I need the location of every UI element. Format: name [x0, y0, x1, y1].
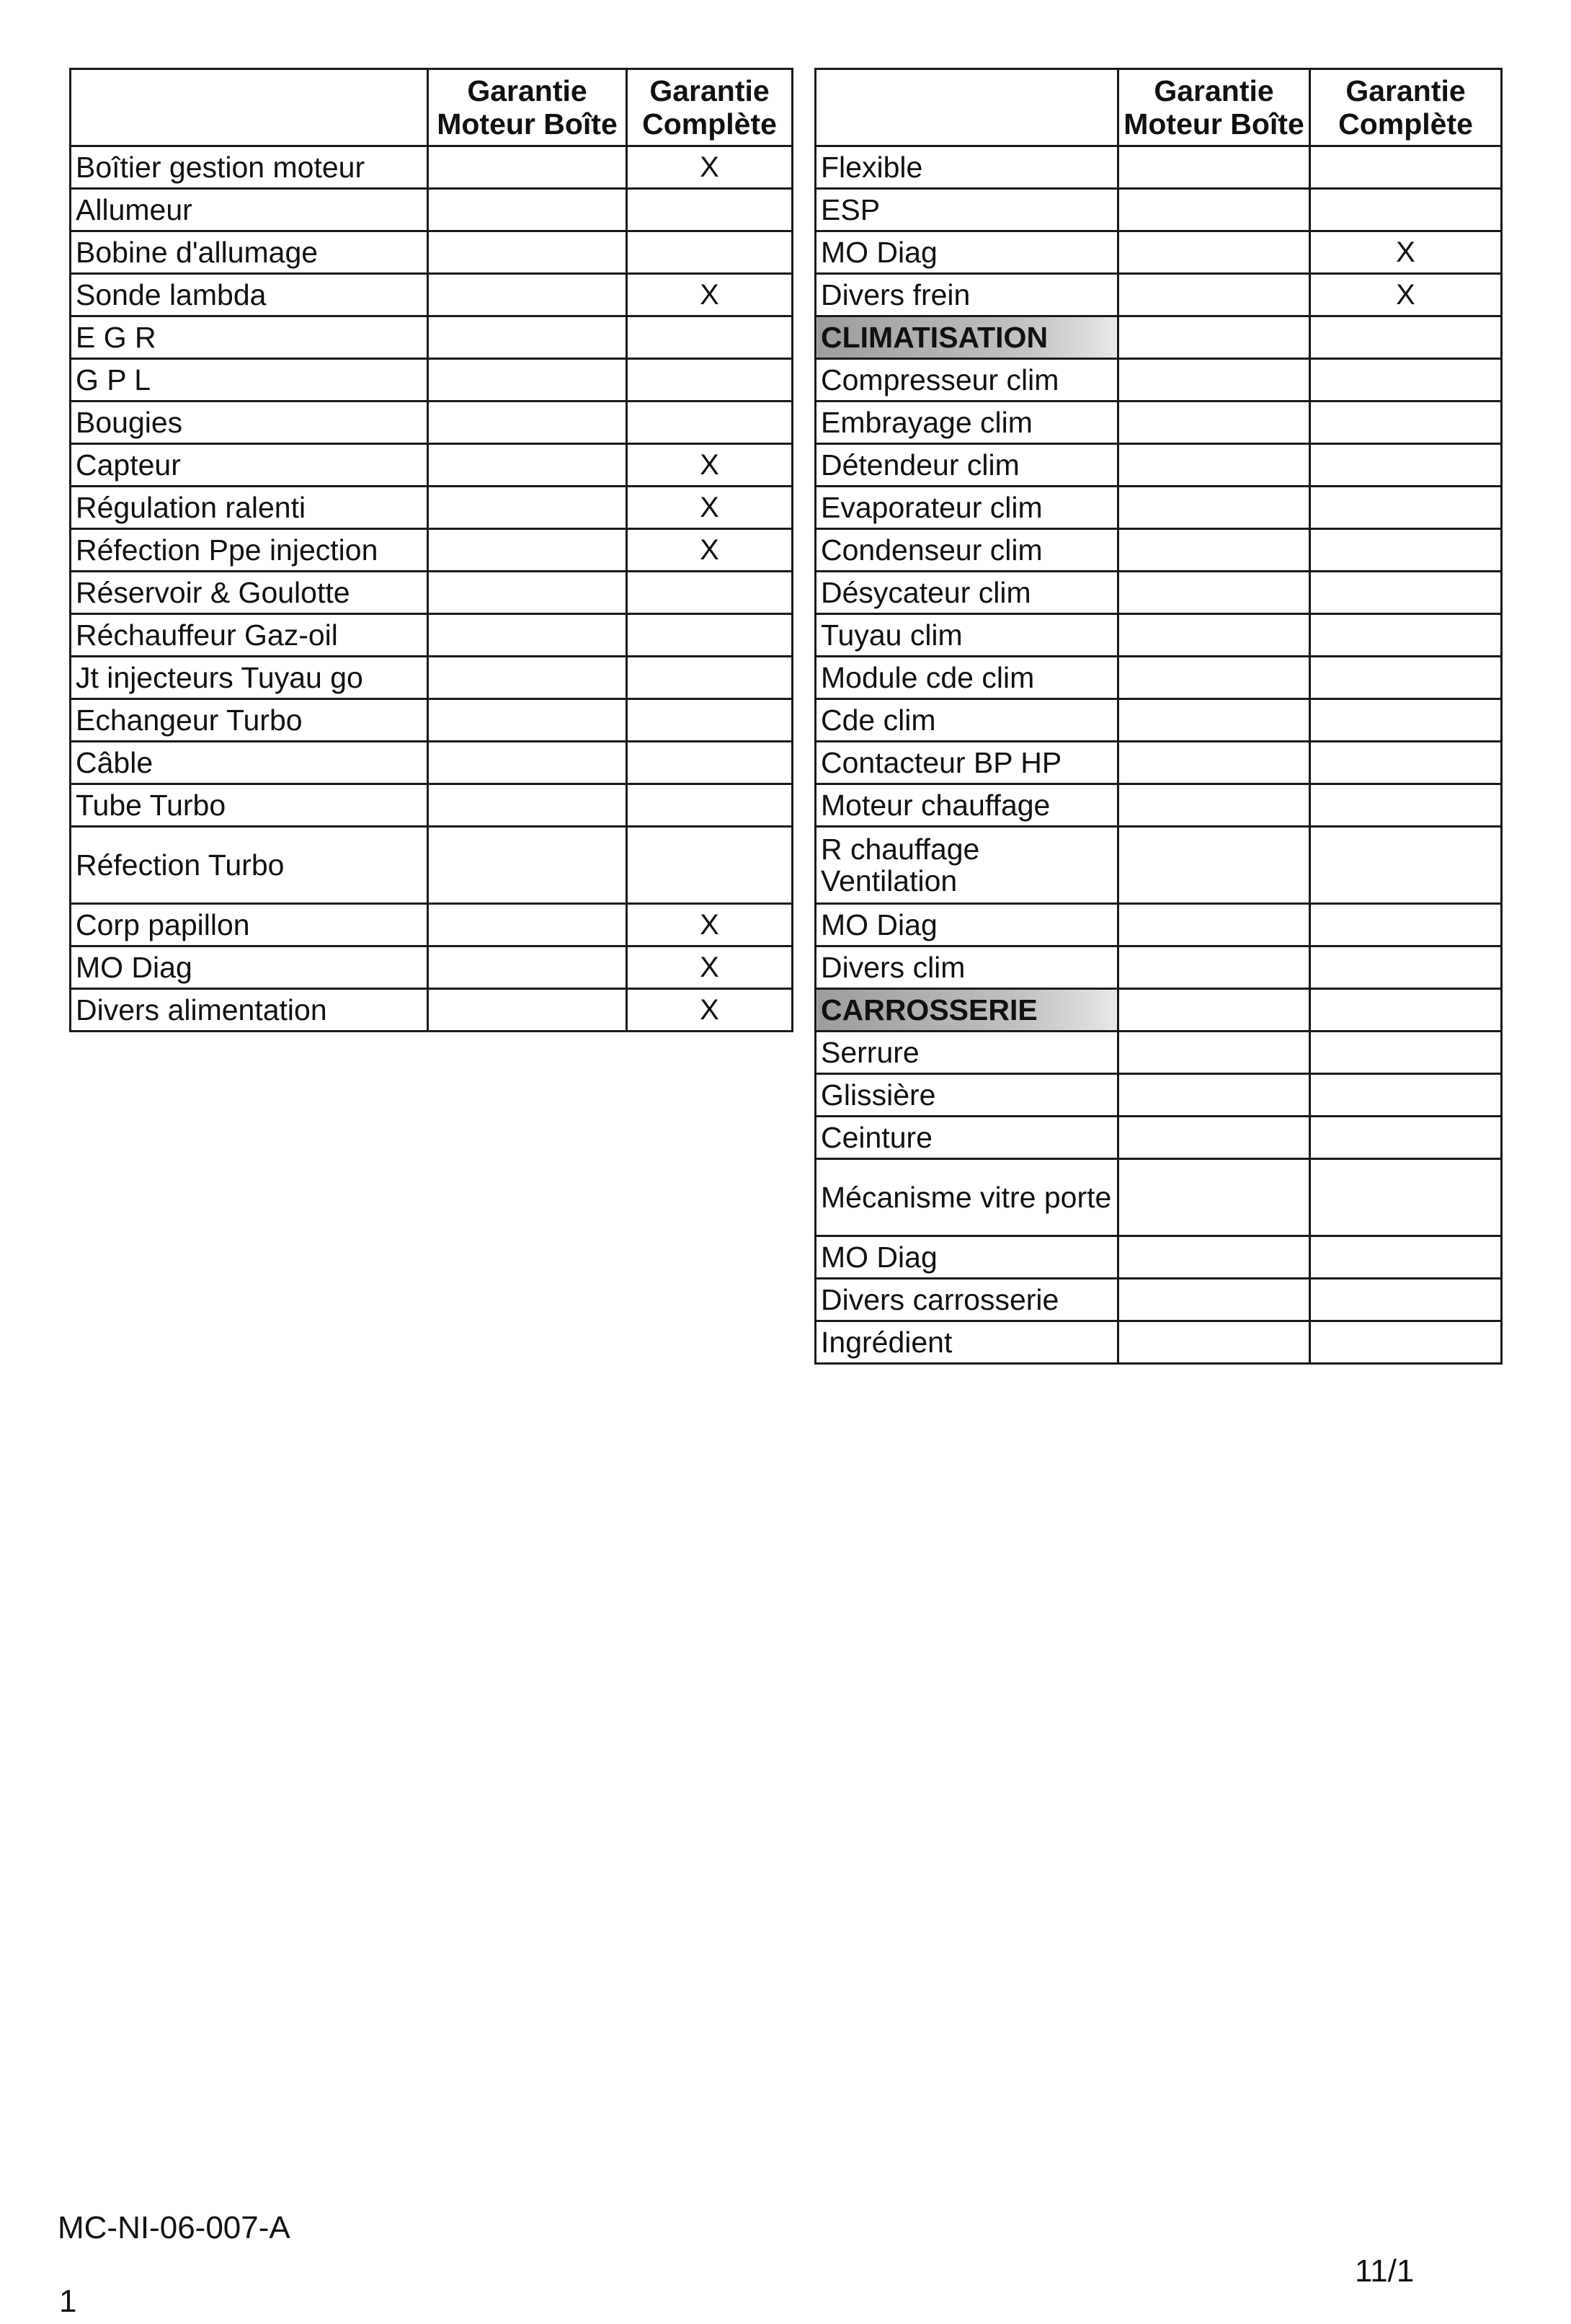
complete-cell: X — [1310, 274, 1502, 316]
footer-number: 1 — [59, 2284, 77, 2319]
row-label: Condenseur clim — [816, 529, 1118, 572]
right-header-blank — [816, 69, 1118, 146]
complete-cell — [1310, 989, 1502, 1032]
moteur-boite-cell — [1118, 699, 1310, 742]
complete-cell — [627, 572, 793, 614]
moteur-boite-cell — [428, 657, 627, 699]
table-row — [71, 274, 793, 316]
table-row — [71, 316, 793, 359]
moteur-boite-cell — [428, 444, 627, 487]
complete-cell — [627, 189, 793, 231]
moteur-boite-cell — [428, 529, 627, 572]
row-label: Tube Turbo — [71, 784, 428, 827]
left-header-row — [71, 69, 793, 146]
row-label: Ingrédient — [816, 1321, 1118, 1364]
right-header-complete: Garantie Complète — [1310, 69, 1502, 146]
complete-cell — [1310, 946, 1502, 989]
moteur-boite-cell — [1118, 359, 1310, 402]
table-row — [71, 487, 793, 529]
right-warranty-table — [814, 68, 1503, 1365]
row-label: R chauffage Ventilation — [816, 827, 1118, 904]
complete-cell — [627, 742, 793, 784]
moteur-boite-cell — [428, 359, 627, 402]
complete-cell — [1310, 189, 1502, 231]
complete-cell: X — [1310, 231, 1502, 274]
complete-cell — [627, 827, 793, 904]
table-row — [816, 444, 1502, 487]
row-label: Boîtier gestion moteur — [71, 146, 428, 189]
complete-cell — [627, 657, 793, 699]
complete-cell: X — [627, 274, 793, 316]
complete-cell — [1310, 402, 1502, 444]
complete-cell — [627, 359, 793, 402]
row-label: Tuyau clim — [816, 614, 1118, 657]
complete-cell — [1310, 1074, 1502, 1117]
row-label: Régulation ralenti — [71, 487, 428, 529]
complete-cell — [627, 699, 793, 742]
complete-cell — [627, 402, 793, 444]
complete-cell — [1310, 572, 1502, 614]
moteur-boite-cell — [1118, 904, 1310, 946]
table-row — [71, 827, 793, 904]
table-row — [71, 784, 793, 827]
complete-cell — [1310, 1321, 1502, 1364]
table-row — [71, 614, 793, 657]
moteur-boite-cell — [1118, 572, 1310, 614]
complete-cell — [1310, 444, 1502, 487]
row-label: Divers frein — [816, 274, 1118, 316]
moteur-boite-cell — [428, 231, 627, 274]
table-row — [816, 231, 1502, 274]
right-header-moteur-boite: Garantie Moteur Boîte — [1118, 69, 1310, 146]
row-label: Contacteur BP HP — [816, 742, 1118, 784]
moteur-boite-cell — [428, 572, 627, 614]
complete-cell — [1310, 529, 1502, 572]
moteur-boite-cell — [1118, 444, 1310, 487]
table-row — [816, 572, 1502, 614]
row-label: G P L — [71, 359, 428, 402]
moteur-boite-cell — [1118, 402, 1310, 444]
moteur-boite-cell — [428, 699, 627, 742]
table-row — [816, 189, 1502, 231]
moteur-boite-cell — [1118, 1032, 1310, 1074]
row-label: Bobine d'allumage — [71, 231, 428, 274]
row-label: ESP — [816, 189, 1118, 231]
table-row — [71, 699, 793, 742]
table-row — [816, 274, 1502, 316]
moteur-boite-cell — [1118, 487, 1310, 529]
complete-cell — [1310, 742, 1502, 784]
complete-cell — [1310, 699, 1502, 742]
moteur-boite-cell — [428, 146, 627, 189]
document-code: MC-NI-06-007-A — [58, 2210, 290, 2245]
row-label: MO Diag — [816, 904, 1118, 946]
row-label: Détendeur clim — [816, 444, 1118, 487]
moteur-boite-cell — [1118, 189, 1310, 231]
row-label: Glissière — [816, 1074, 1118, 1117]
moteur-boite-cell — [1118, 231, 1310, 274]
complete-cell — [1310, 827, 1502, 904]
left-header-blank — [71, 69, 428, 146]
row-label: Réfection Ppe injection — [71, 529, 428, 572]
moteur-boite-cell — [1118, 657, 1310, 699]
left-header-moteur-boite: Garantie Moteur Boîte — [428, 69, 627, 146]
complete-cell — [627, 231, 793, 274]
moteur-boite-cell — [428, 784, 627, 827]
table-row — [816, 1032, 1502, 1074]
moteur-boite-cell — [1118, 1117, 1310, 1159]
complete-cell: X — [627, 487, 793, 529]
row-label: Divers clim — [816, 946, 1118, 989]
row-label: Cde clim — [816, 699, 1118, 742]
row-label: MO Diag — [816, 231, 1118, 274]
table-row — [816, 904, 1502, 946]
complete-cell: X — [627, 904, 793, 946]
row-label: MO Diag — [71, 946, 428, 989]
moteur-boite-cell — [1118, 146, 1310, 189]
row-label: Divers carrosserie — [816, 1279, 1118, 1321]
moteur-boite-cell — [428, 487, 627, 529]
row-label: Allumeur — [71, 189, 428, 231]
moteur-boite-cell — [428, 614, 627, 657]
table-row — [71, 402, 793, 444]
table-row — [816, 487, 1502, 529]
table-row — [816, 742, 1502, 784]
moteur-boite-cell — [428, 904, 627, 946]
table-row — [816, 1279, 1502, 1321]
table-row — [71, 904, 793, 946]
table-row — [71, 657, 793, 699]
row-label: Réfection Turbo — [71, 827, 428, 904]
complete-cell — [1310, 487, 1502, 529]
row-label: Moteur chauffage — [816, 784, 1118, 827]
row-label: Jt injecteurs Tuyau go — [71, 657, 428, 699]
moteur-boite-cell — [428, 189, 627, 231]
moteur-boite-cell — [428, 827, 627, 904]
table-row — [71, 529, 793, 572]
moteur-boite-cell — [1118, 784, 1310, 827]
row-label: Embrayage clim — [816, 402, 1118, 444]
complete-cell — [627, 316, 793, 359]
moteur-boite-cell — [428, 274, 627, 316]
table-row — [816, 402, 1502, 444]
row-label: Evaporateur clim — [816, 487, 1118, 529]
section-heading-climatisation: CLIMATISATION — [816, 316, 1118, 359]
table-row — [71, 444, 793, 487]
moteur-boite-cell — [1118, 989, 1310, 1032]
section-row — [816, 989, 1502, 1032]
table-row — [816, 614, 1502, 657]
complete-cell: X — [627, 946, 793, 989]
moteur-boite-cell — [1118, 827, 1310, 904]
row-label: Module cde clim — [816, 657, 1118, 699]
table-row — [816, 1159, 1502, 1236]
moteur-boite-cell — [428, 402, 627, 444]
complete-cell — [1310, 1117, 1502, 1159]
complete-cell — [1310, 1159, 1502, 1236]
complete-cell — [1310, 359, 1502, 402]
table-row — [816, 1117, 1502, 1159]
moteur-boite-cell — [1118, 1159, 1310, 1236]
complete-cell: X — [627, 529, 793, 572]
row-label: Réservoir & Goulotte — [71, 572, 428, 614]
section-heading-carrosserie: CARROSSERIE — [816, 989, 1118, 1032]
moteur-boite-cell — [1118, 274, 1310, 316]
left-header-complete: Garantie Complète — [627, 69, 793, 146]
complete-cell — [627, 614, 793, 657]
complete-cell — [1310, 146, 1502, 189]
row-label: Corp papillon — [71, 904, 428, 946]
row-label: Désycateur clim — [816, 572, 1118, 614]
complete-cell: X — [627, 146, 793, 189]
table-row — [71, 231, 793, 274]
table-row — [816, 784, 1502, 827]
row-label: Ceinture — [816, 1117, 1118, 1159]
complete-cell — [1310, 1032, 1502, 1074]
row-label: Capteur — [71, 444, 428, 487]
row-label: Sonde lambda — [71, 274, 428, 316]
complete-cell — [1310, 784, 1502, 827]
left-warranty-table — [69, 68, 793, 1032]
table-row — [816, 146, 1502, 189]
moteur-boite-cell — [1118, 614, 1310, 657]
table-row — [816, 529, 1502, 572]
table-row — [816, 946, 1502, 989]
moteur-boite-cell — [1118, 316, 1310, 359]
complete-cell — [1310, 614, 1502, 657]
moteur-boite-cell — [428, 316, 627, 359]
moteur-boite-cell — [1118, 742, 1310, 784]
complete-cell — [1310, 316, 1502, 359]
moteur-boite-cell — [1118, 1236, 1310, 1279]
complete-cell: X — [627, 444, 793, 487]
table-row — [816, 1074, 1502, 1117]
row-label: Bougies — [71, 402, 428, 444]
row-label: Divers alimentation — [71, 989, 428, 1032]
moteur-boite-cell — [428, 989, 627, 1032]
complete-cell — [1310, 1236, 1502, 1279]
table-row — [71, 359, 793, 402]
table-row — [816, 1236, 1502, 1279]
moteur-boite-cell — [428, 742, 627, 784]
row-label: Câble — [71, 742, 428, 784]
row-label: Echangeur Turbo — [71, 699, 428, 742]
row-label: Flexible — [816, 146, 1118, 189]
row-label: E G R — [71, 316, 428, 359]
table-row — [71, 572, 793, 614]
moteur-boite-cell — [1118, 1279, 1310, 1321]
row-label: Compresseur clim — [816, 359, 1118, 402]
complete-cell — [1310, 904, 1502, 946]
row-label: Mécanisme vitre porte — [816, 1159, 1118, 1236]
moteur-boite-cell — [1118, 1074, 1310, 1117]
complete-cell: X — [627, 989, 793, 1032]
table-row — [816, 657, 1502, 699]
row-label: MO Diag — [816, 1236, 1118, 1279]
right-header-row — [816, 69, 1502, 146]
table-row — [71, 989, 793, 1032]
moteur-boite-cell — [1118, 946, 1310, 989]
moteur-boite-cell — [1118, 1321, 1310, 1364]
page-number: 11/1 — [1355, 2253, 1415, 2289]
row-label: Serrure — [816, 1032, 1118, 1074]
section-row — [816, 316, 1502, 359]
complete-cell — [1310, 1279, 1502, 1321]
complete-cell — [1310, 657, 1502, 699]
table-row — [816, 699, 1502, 742]
table-row — [816, 827, 1502, 904]
table-row — [816, 1321, 1502, 1364]
table-row — [71, 146, 793, 189]
complete-cell — [627, 784, 793, 827]
moteur-boite-cell — [1118, 529, 1310, 572]
row-label: Réchauffeur Gaz-oil — [71, 614, 428, 657]
table-row — [71, 742, 793, 784]
table-row — [71, 189, 793, 231]
moteur-boite-cell — [428, 946, 627, 989]
table-row — [816, 359, 1502, 402]
table-row — [71, 946, 793, 989]
